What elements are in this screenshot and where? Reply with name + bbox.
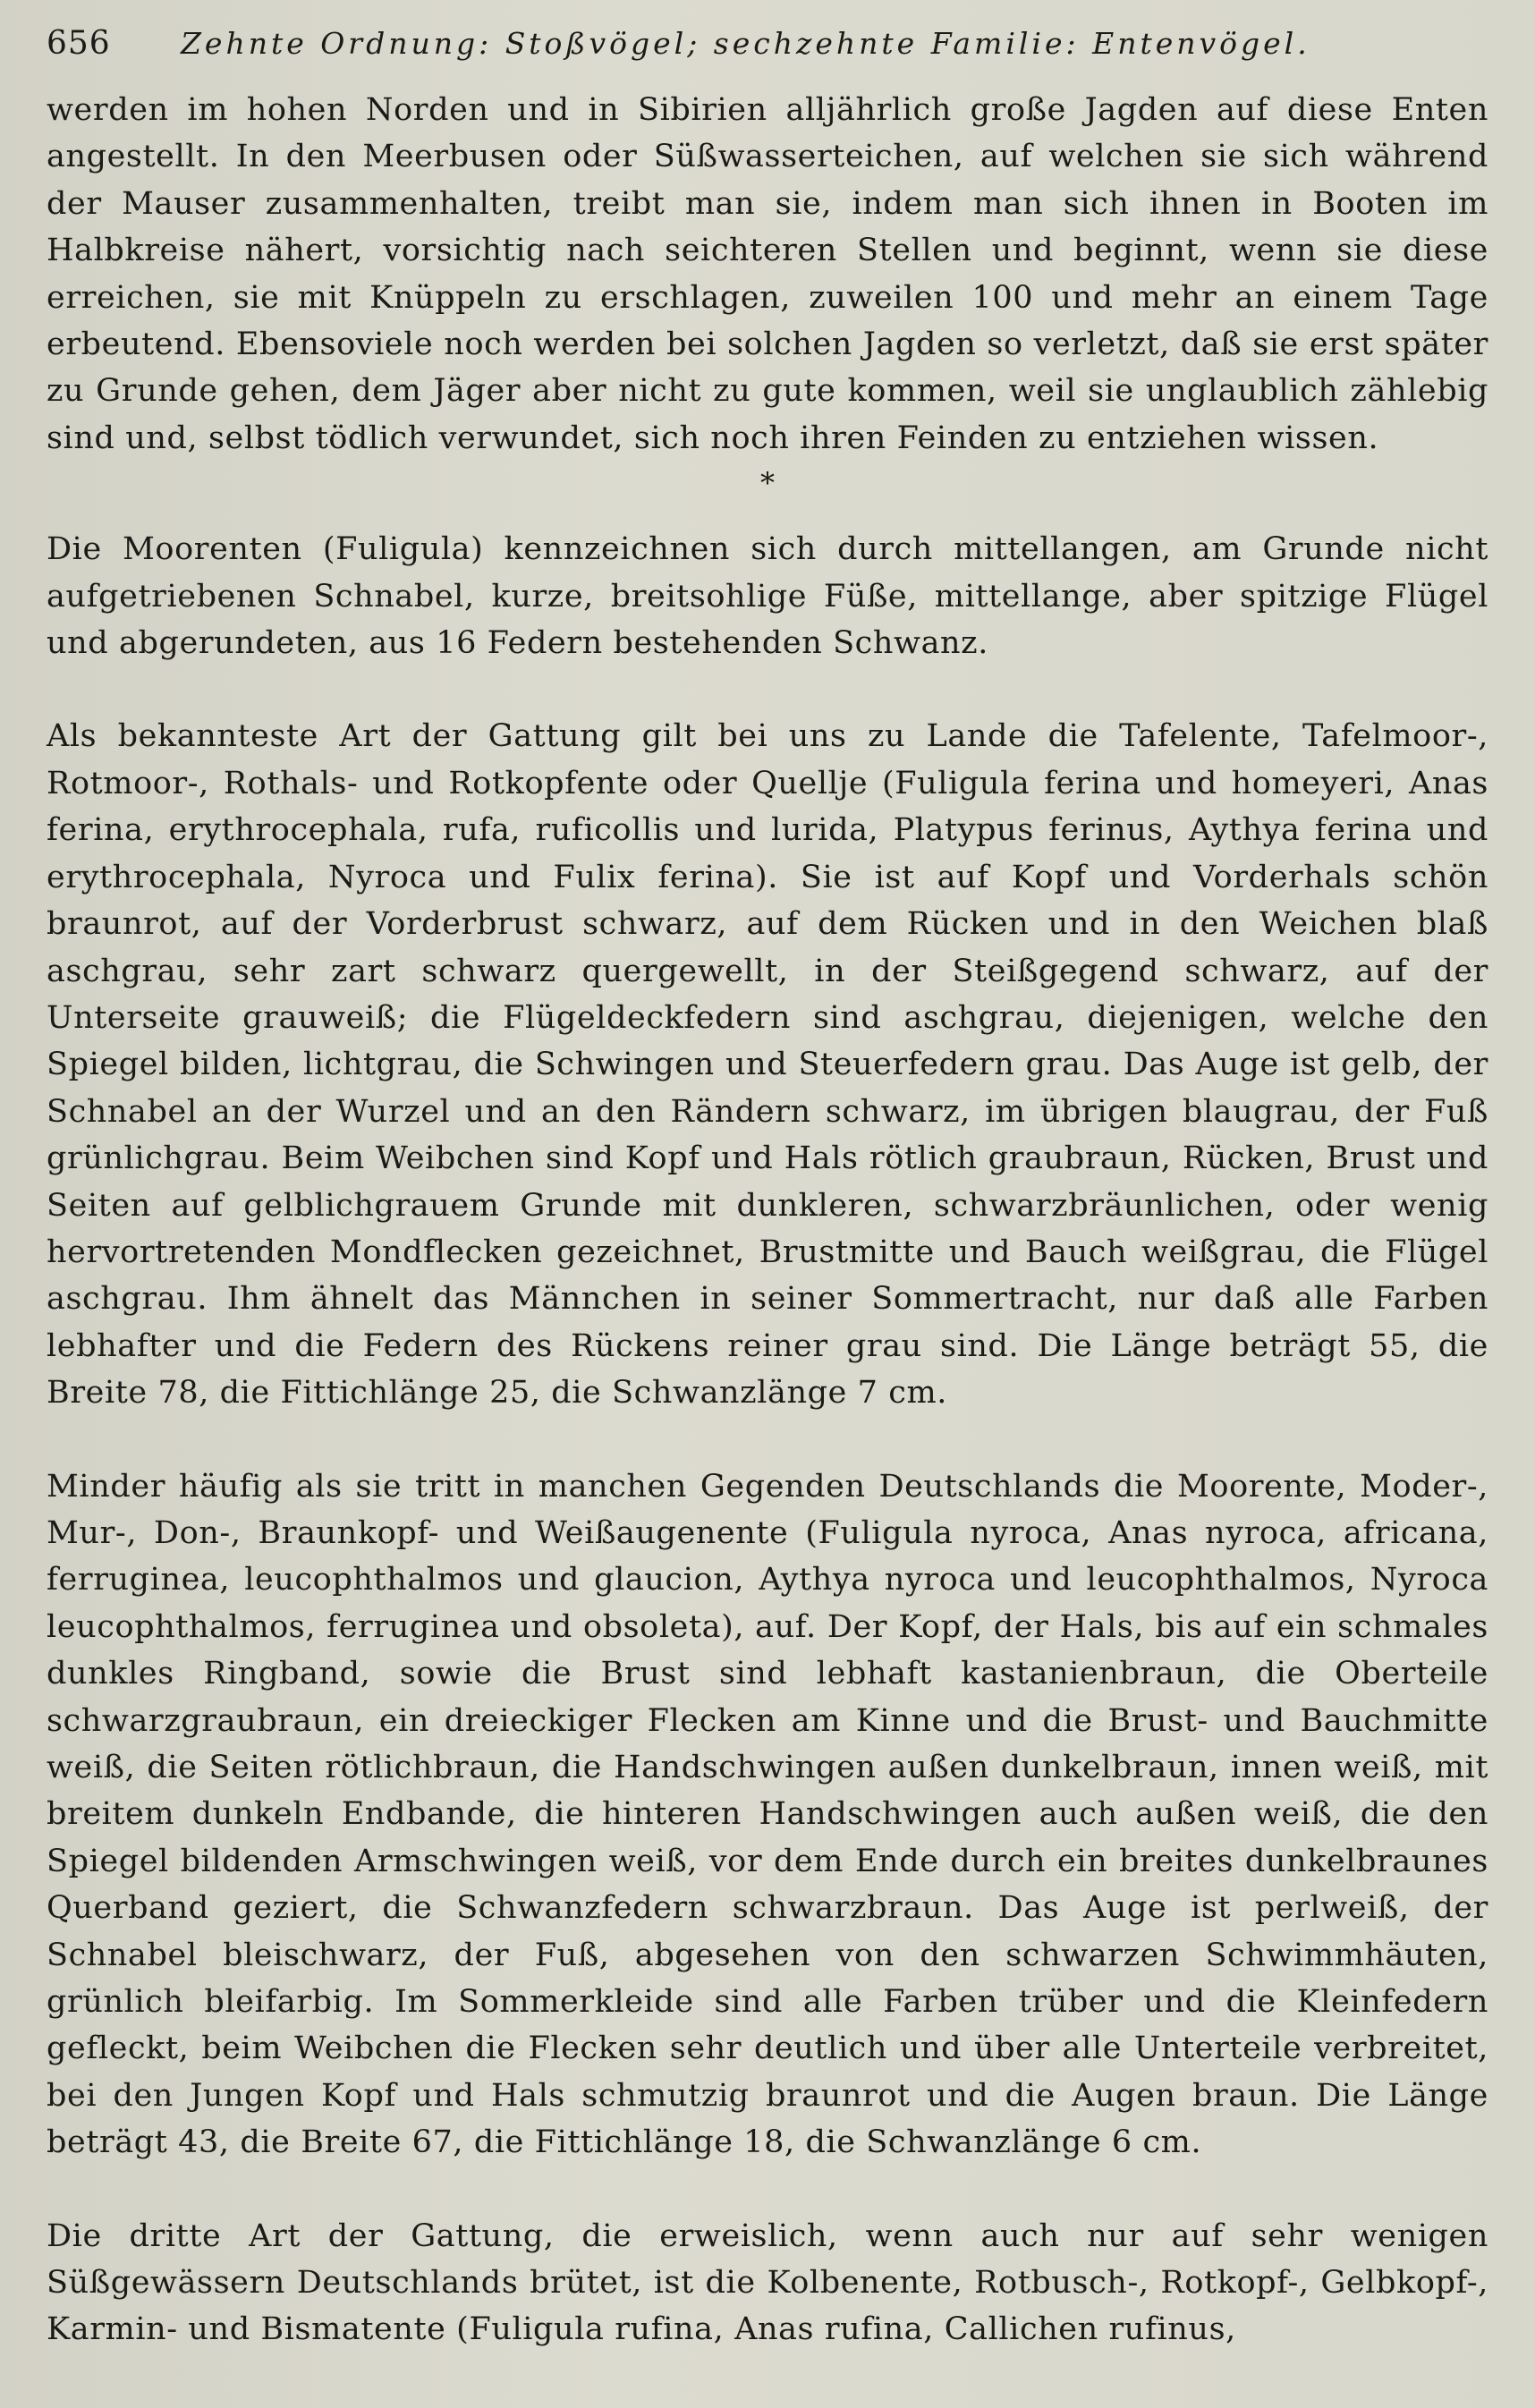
paragraph-moorenten-genus: Die Moorenten (Fuligula) kennzeichnen sich durch mittellangen, am Grunde nicht aufgetriebenen Schnabel, kurze, breitsohlige Füße, mittellange, aber spitzige Flügel und abgerundeten, aus 16 Federn bestehenden Schwanz. xyxy=(47,531,1488,662)
page-header xyxy=(47,25,1488,81)
running-head: Zehnte Ordnung: Stoßvögel; sechzehnte Familie: Entenvögel. xyxy=(181,26,1310,61)
page-number: 656 xyxy=(47,25,111,62)
paragraph-moorente: Minder häufig als sie tritt in manchen Gegenden Deutschlands die Moorente, Moder-, Mur-, Don-, Braunkopf- und Weißaugenente (Fuligula nyroca, Anas nyroca, africana, ferruginea, leucophthalmos und glaucion, Aythya nyroca und leucophthalmos, Nyroca leucophthalmos, ferruginea und obsoleta), auf. Der Kopf, der Hals, bis auf ein schmales dunkles Ringband, sowie die Brust sind lebhaft kastanienbraun, die Oberteile schwarzgraubraun, ein dreieckiger Flecken am Kinne und die Brust- und Bauchmitte weiß, die Seiten rötlichbraun, die Handschwingen außen dunkelbraun, innen weiß, mit breitem dunkeln Endbande, die hinteren Handschwingen auch außen weiß, die den Spiegel bildenden Armschwingen weiß, vor dem Ende durch ein breites dunkelbraunes Querband geziert, die Schwanzfedern schwarzbraun. Das Auge ist perlweiß, der Schnabel bleischwarz, der Fuß, abgesehen von den schwarzen Schwimmhäuten, grünlich bleifarbig. Im Sommerkleide sind alle Farben trüber und die Kleinfedern gefleckt, beim Weibchen die Flecken sehr deutlich und über alle Unterteile verbreitet, bei den Jungen Kopf und Hals schmutzig braunrot und die Augen braun. Die Länge beträgt 43, die Breite 67, die Fittichlänge 18, die Schwanzlänge 6 cm. xyxy=(47,1468,1488,2161)
paragraph-tafelente: Als bekannteste Art der Gattung gilt bei uns zu Lande die Tafelente, Tafelmoor-, Rotmoor-, Rothals- und Rotkopfente oder Quellje (Fuligula ferina und homeyeri, Anas ferina, erythrocephala, rufa, ruficollis und lurida, Platypus ferinus, Aythya ferina und erythrocephala, Nyroca und Fulix ferina). Sie ist auf Kopf und Vorderhals schön braunrot, auf der Vorderbrust schwarz, auf dem Rücken und in den Weichen blaß aschgrau, sehr zart schwarz quergewellt, in der Steißgegend schwarz, auf der Unterseite grauweiß; die Flügeldeckfedern sind aschgrau, diejenigen, welche den Spiegel bilden, lichtgrau, die Schwingen und Steuerfedern grau. Das Auge ist gelb, der Schnabel an der Wurzel und an den Rändern schwarz, im übrigen blaugrau, der Fuß grünlichgrau. Beim Weibchen sind Kopf und Hals rötlich graubraun, Rücken, Brust und Seiten auf gelblichgrauem Grunde mit dunkleren, schwarzbräunlichen, oder wenig hervortretenden Mondflecken gezeichnet, Brustmitte und Bauch weißgrau, die Flügel aschgrau. Ihm ähnelt das Männchen in seiner Sommertracht, nur daß alle Farben lebhafter und die Federn des Rückens reiner grau sind. Die Länge beträgt 55, die Breite 78, die Fittichlänge 25, die Schwanzlänge 7 cm. xyxy=(47,718,1488,1412)
paragraph-intro-continuation: werden im hohen Norden und in Sibirien alljährlich große Jagden auf diese Enten angestellt. In den Meerbusen oder Süßwasserteichen, auf welchen sie sich während der Mauser zusammenhalten, treibt man sie, indem man sich ihnen in Booten im Halbkreise nähert, vorsichtig nach seichteren Stellen und beginnt, wenn sie diese erreichen, sie mit Knüppeln zu erschlagen, zuweilen 100 und mehr an einem Tage erbeutend. Ebensoviele noch werden bei solchen Jagden so verletzt, daß sie erst später zu Grunde gehen, dem Jäger aber nicht zu gute kommen, weil sie unglaublich zählebig sind und, selbst tödlich verwundet, sich noch ihren Feinden zu entziehen wissen. xyxy=(47,92,1488,456)
section-separator: * xyxy=(760,466,775,501)
paragraph-kolbenente: Die dritte Art der Gattung, die erweislich, wenn auch nur auf sehr wenigen Süßgewässern Deutschlands brütet, ist die Kolbenente, Rotbusch-, Rotkopf-, Gelbkopf-, Karmin- und Bismatente (Fuligula rufina, Anas rufina, Callichen rufinus, xyxy=(47,2217,1488,2348)
